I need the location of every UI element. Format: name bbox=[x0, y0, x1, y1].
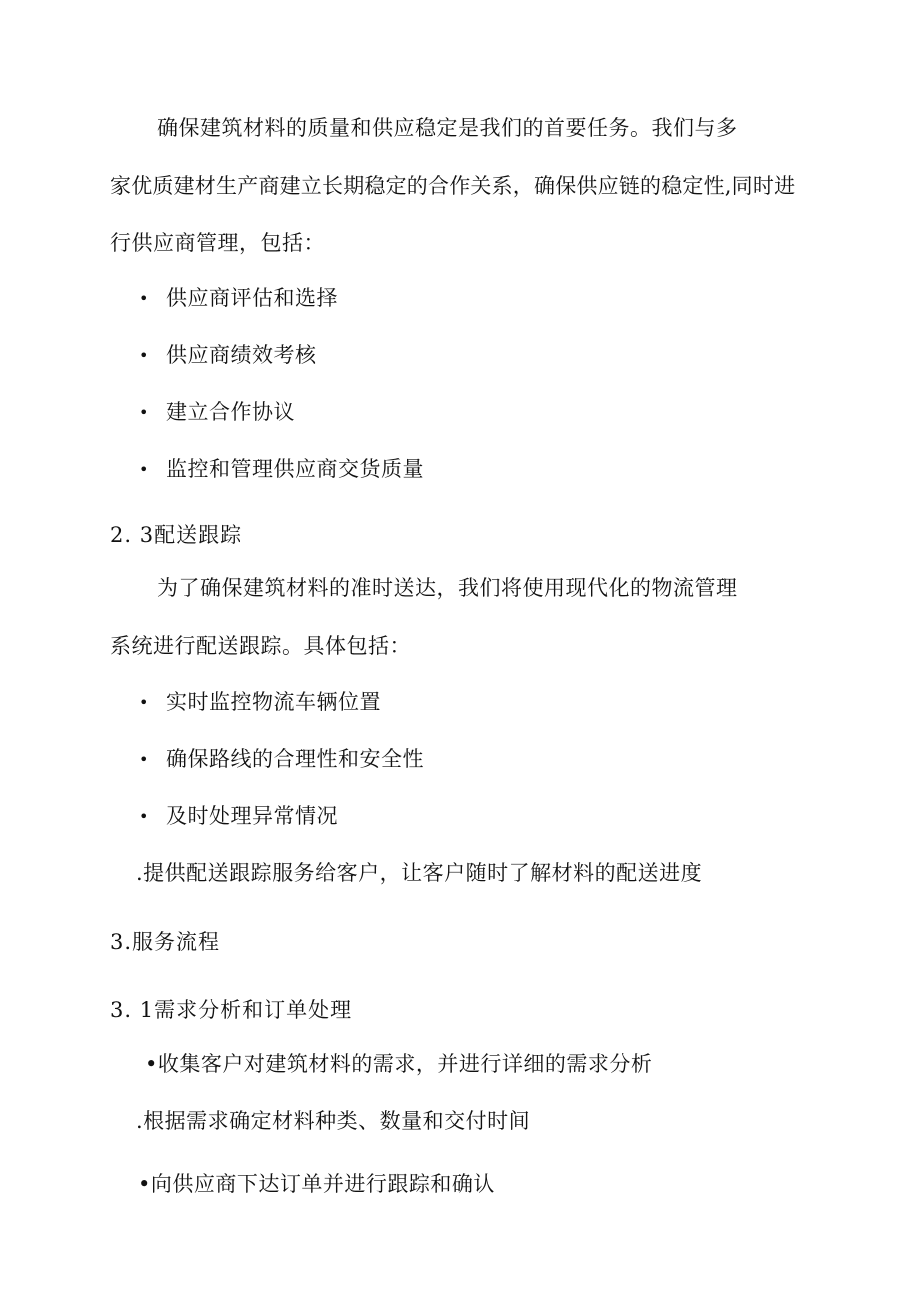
list-item: 监控和管理供应商交货质量 bbox=[166, 457, 424, 481]
bullet-marker: • bbox=[139, 750, 149, 769]
process-line-3: •向供应商下达订单并进行跟踪和确认 bbox=[138, 1172, 495, 1196]
supply-paragraph-line-1: 确保建筑材料的质量和供应稳定是我们的首要任务。我们与多 bbox=[157, 116, 738, 140]
list-item: 实时监控物流车辆位置 bbox=[166, 690, 381, 714]
bullet-marker: • bbox=[139, 460, 149, 479]
list-item: 确保路线的合理性和安全性 bbox=[166, 747, 424, 771]
subsection-heading-demand-analysis: 3. 1需求分析和订单处理 bbox=[110, 998, 353, 1022]
bullet-marker: • bbox=[139, 807, 149, 826]
section-heading-service-process: 3.服务流程 bbox=[110, 930, 221, 954]
bullet-marker: • bbox=[139, 693, 149, 712]
section-heading-delivery-tracking: 2. 3配送跟踪 bbox=[110, 523, 243, 547]
bullet-marker: • bbox=[139, 403, 149, 422]
list-item: 及时处理异常情况 bbox=[166, 804, 338, 828]
tracking-extra-line: .提供配送跟踪服务给客户，让客户随时了解材料的配送进度 bbox=[136, 861, 703, 885]
tracking-paragraph-line-2: 系统进行配送跟踪。具体包括： bbox=[110, 634, 411, 658]
list-item: 建立合作协议 bbox=[166, 400, 295, 424]
bullet-marker: • bbox=[139, 346, 149, 365]
list-item: 供应商绩效考核 bbox=[166, 343, 317, 367]
list-item: 供应商评估和选择 bbox=[166, 286, 338, 310]
supply-paragraph-line-3: 行供应商管理，包括： bbox=[110, 231, 325, 255]
process-line-1: •收集客户对建筑材料的需求，并进行详细的需求分析 bbox=[145, 1052, 653, 1076]
process-line-2: .根据需求确定材料种类、数量和交付时间 bbox=[136, 1109, 531, 1133]
supply-paragraph-line-2: 家优质建材生产商建立长期稳定的合作关系，确保供应链的稳定性,同时进 bbox=[110, 174, 796, 198]
bullet-marker: • bbox=[139, 289, 149, 308]
tracking-paragraph-line-1: 为了确保建筑材料的准时送达，我们将使用现代化的物流管理 bbox=[157, 576, 738, 600]
